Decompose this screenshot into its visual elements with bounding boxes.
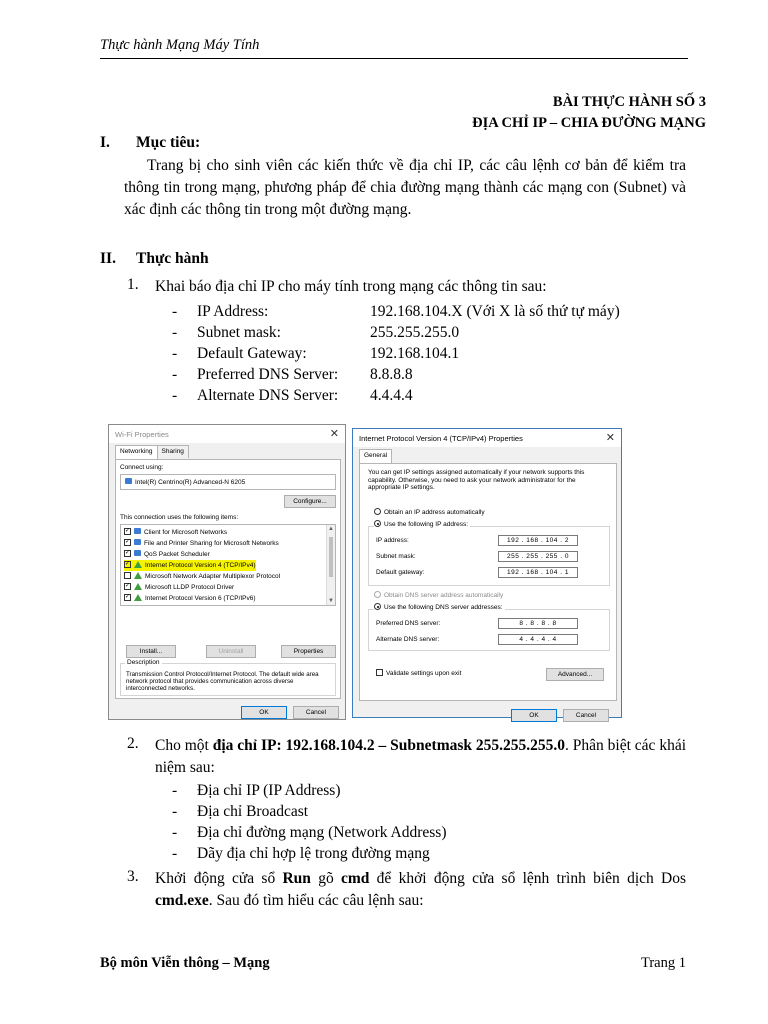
- option-label: Obtain an IP address automatically: [384, 509, 485, 517]
- document-title: [472, 92, 706, 134]
- advanced-button[interactable]: Advanced...: [546, 668, 604, 681]
- list-item-label: QoS Packet Scheduler: [144, 551, 210, 558]
- checkbox[interactable]: ✓: [125, 538, 131, 545]
- item-3-bold-run: Run: [282, 870, 311, 887]
- config-key: Preferred DNS Server:: [197, 366, 339, 383]
- tab-networking[interactable]: Networking: [115, 445, 158, 459]
- close-icon[interactable]: ✕: [605, 432, 615, 444]
- config-value: 255.255.255.0: [370, 324, 460, 341]
- config-key: Default Gateway:: [197, 345, 307, 362]
- bullet-text: Địa chỉ IP (IP Address): [197, 782, 341, 799]
- properties-button[interactable]: Properties: [281, 645, 336, 658]
- network-client-icon: [134, 528, 141, 534]
- obtain-dns-auto-option[interactable]: [374, 592, 503, 599]
- close-icon[interactable]: ✕: [329, 428, 339, 440]
- default-gateway-field[interactable]: 192 . 168 . 104 . 1: [498, 567, 578, 578]
- scrollbar-thumb[interactable]: [329, 537, 333, 577]
- section-1-title: Mục tiêu:: [136, 134, 201, 151]
- wifi-properties-dialog: [108, 424, 346, 720]
- item-1-number: 1.: [127, 276, 139, 293]
- bullet-text: Dãy địa chỉ hợp lệ trong đường mạng: [197, 845, 430, 862]
- obtain-ip-auto-option[interactable]: [374, 509, 485, 516]
- option-label: Validate settings upon exit: [386, 670, 462, 678]
- alternate-dns-label: Alternate DNS server:: [376, 636, 440, 643]
- radio-button[interactable]: [374, 591, 381, 598]
- ip-address-field[interactable]: 192 . 168 . 104 . 2: [498, 535, 578, 546]
- bullet-text: Địa chỉ đường mạng (Network Address): [197, 824, 447, 841]
- item-2-bold: địa chỉ IP: 192.168.104.2 – Subnetmask 255.255.255.0: [212, 737, 566, 754]
- item-2-pre: Cho một: [155, 737, 213, 754]
- config-key: IP Address:: [197, 303, 269, 320]
- general-panel: [359, 463, 617, 701]
- section-2-title: Thực hành: [136, 250, 209, 267]
- components-list[interactable]: [120, 524, 336, 606]
- item-3-part: . Sau đó tìm hiểu các câu lệnh sau:: [208, 892, 424, 909]
- network-adapter-icon: [125, 478, 132, 484]
- checkbox[interactable]: ✓: [125, 560, 131, 567]
- protocol-icon: [134, 594, 142, 601]
- networking-panel: [115, 459, 341, 699]
- running-header: Thực hành Mạng Máy Tính: [100, 37, 260, 53]
- section-1-heading: [100, 134, 200, 152]
- description-text: Transmission Control Protocol/Internet Protocol. The default wide area network protocol that provides communication across diverse interconnected networks.: [126, 671, 319, 692]
- item-3-part: gõ: [310, 870, 341, 887]
- item-3-bold-cmd: cmd: [340, 870, 370, 887]
- item-1-text: Khai báo địa chỉ IP cho máy tính trong mạng các thông tin sau:: [155, 278, 547, 295]
- use-following-ip-option[interactable]: [374, 521, 470, 528]
- list-item-label: Internet Protocol Version 6 (TCP/IPv6): [145, 595, 256, 602]
- intro-text: You can get IP settings assigned automatically if your network supports this capability. Otherwise, you need to ask your network administrator for the appropriate IP settings.: [368, 469, 585, 491]
- list-item[interactable]: [124, 582, 234, 593]
- network-client-icon: [134, 550, 141, 556]
- ok-button[interactable]: OK: [241, 706, 287, 719]
- list-item[interactable]: [124, 593, 256, 604]
- radio-button[interactable]: [374, 603, 381, 610]
- config-key: Subnet mask:: [197, 324, 281, 341]
- scroll-down-icon[interactable]: ▼: [328, 598, 334, 604]
- checkbox[interactable]: [376, 669, 383, 676]
- alternate-dns-field[interactable]: 4 . 4 . 4 . 4: [498, 634, 578, 645]
- list-scrollbar[interactable]: [326, 525, 335, 605]
- configure-button[interactable]: Configure...: [284, 495, 336, 508]
- list-item-label: Internet Protocol Version 4 (TCP/IPv4): [145, 562, 256, 569]
- ok-button[interactable]: OK: [511, 709, 557, 722]
- title-line-2: ĐỊA CHỈ IP – CHIA ĐƯỜNG MẠNG: [472, 115, 706, 131]
- bullet-text: Địa chỉ Broadcast: [197, 803, 309, 820]
- header-rule: [100, 58, 688, 59]
- item-2-post: . Phân biệt các khái niệm sau:: [155, 737, 687, 776]
- checkbox[interactable]: ✓: [125, 582, 131, 589]
- description-group: [120, 659, 336, 696]
- option-label: Use the following IP address:: [384, 521, 469, 529]
- list-item[interactable]: [124, 538, 279, 549]
- config-value: 4.4.4.4: [370, 387, 413, 404]
- option-label: Use the following DNS server addresses:: [384, 604, 503, 612]
- checkbox[interactable]: [124, 572, 131, 579]
- radio-button[interactable]: [374, 520, 381, 527]
- ipv4-dialog-title: Internet Protocol Version 4 (TCP/IPv4) Properties: [359, 434, 523, 443]
- config-value: 8.8.8.8: [370, 366, 413, 383]
- checkbox[interactable]: ✓: [125, 527, 131, 534]
- uninstall-button[interactable]: Uninstall: [206, 645, 256, 658]
- protocol-icon: [134, 572, 142, 579]
- item-3-number: 3.: [127, 868, 139, 885]
- items-label: This connection uses the following items:: [120, 514, 239, 521]
- ip-address-label: IP address:: [376, 537, 409, 544]
- ipv4-titlebar: [353, 429, 621, 447]
- default-gateway-label: Default gateway:: [376, 569, 425, 576]
- section-2-number: II.: [100, 250, 116, 267]
- tab-general[interactable]: General: [359, 449, 392, 463]
- cancel-button[interactable]: Cancel: [563, 709, 609, 722]
- item-3-bold-cmdexe: cmd.exe: [155, 892, 209, 909]
- ipv4-tabs: [359, 449, 391, 462]
- connect-using-label: Connect using:: [120, 464, 164, 471]
- config-value: 192.168.104.1: [370, 345, 460, 362]
- wifi-dialog-body: [109, 443, 345, 719]
- list-item[interactable]: [124, 527, 227, 538]
- tab-sharing[interactable]: Sharing: [157, 445, 189, 458]
- list-item-label: Microsoft LLDP Protocol Driver: [145, 584, 235, 591]
- preferred-dns-field[interactable]: 8 . 8 . 8 . 8: [498, 618, 578, 629]
- list-item-label: Microsoft Network Adapter Multiplexor Protocol: [145, 573, 281, 580]
- section-1-paragraph: Trang bị cho sinh viên các kiến thức về địa chỉ IP, các câu lệnh cơ bản để kiểm tra thông tin trong mạng, phương pháp để chia đường mạng thành các mạng con (Subnet) và xác định các thông tin trong một đường mạng.: [124, 157, 686, 218]
- wifi-tabs: [115, 445, 188, 458]
- wifi-titlebar: [109, 425, 345, 443]
- config-value: 192.168.104.X (Với X là số thứ tự máy): [370, 303, 620, 320]
- list-item-label: File and Printer Sharing for Microsoft Networks: [144, 540, 279, 547]
- scroll-up-icon[interactable]: ▲: [328, 526, 334, 532]
- radio-button[interactable]: [374, 508, 381, 515]
- description-label: Description: [127, 659, 160, 666]
- use-following-dns-option[interactable]: [374, 604, 505, 611]
- title-line-1: BÀI THỰC HÀNH SỐ 3: [552, 94, 706, 110]
- list-item-label: Client for Microsoft Networks: [144, 529, 228, 536]
- item-2-number: 2.: [127, 735, 139, 752]
- item-3-part: để khởi động cửa sổ lệnh trình biên dịch Dos: [369, 870, 686, 887]
- checkbox[interactable]: ✓: [125, 549, 131, 556]
- item-3-text: [155, 868, 686, 912]
- option-label: Obtain DNS server address automatically: [384, 592, 504, 600]
- ipv4-dialog-body: [353, 447, 621, 717]
- subnet-mask-field[interactable]: 255 . 255 . 255 . 0: [498, 551, 578, 562]
- protocol-icon: [134, 583, 142, 590]
- network-client-icon: [134, 539, 141, 545]
- validate-settings-option[interactable]: [376, 670, 461, 677]
- ipv4-properties-dialog: [352, 428, 622, 718]
- item-2-text: [155, 735, 686, 779]
- adapter-name: Intel(R) Centrino(R) Advanced-N 6205: [135, 479, 246, 486]
- item-3-part: Khởi động cửa sổ: [155, 870, 283, 887]
- list-item-selected[interactable]: [124, 560, 256, 571]
- footer-department: Bộ môn Viễn thông – Mạng: [100, 955, 270, 971]
- list-item[interactable]: [124, 571, 280, 582]
- checkbox[interactable]: ✓: [125, 593, 131, 600]
- install-button[interactable]: Install...: [126, 645, 176, 658]
- footer-page-number: Trang 1: [641, 955, 686, 971]
- list-item[interactable]: [124, 549, 210, 560]
- wifi-dialog-title: Wi-Fi Properties: [115, 430, 169, 439]
- subnet-mask-label: Subnet mask:: [376, 553, 416, 560]
- cancel-button[interactable]: Cancel: [293, 706, 339, 719]
- preferred-dns-label: Preferred DNS server:: [376, 620, 441, 627]
- adapter-field: [120, 474, 336, 490]
- section-2-heading: [100, 250, 209, 268]
- protocol-icon: [134, 561, 142, 568]
- config-key: Alternate DNS Server:: [197, 387, 339, 404]
- section-1-number: I.: [100, 134, 110, 151]
